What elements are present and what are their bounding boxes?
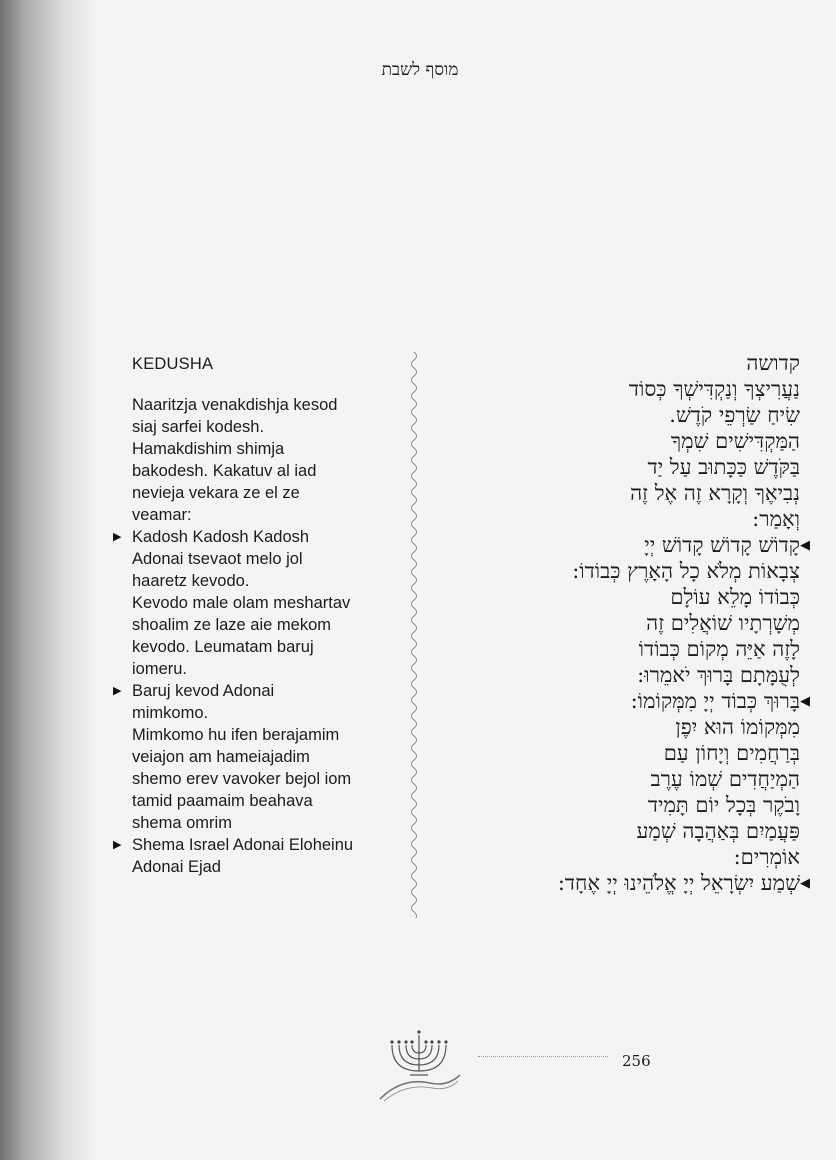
page-number: 256	[622, 1052, 651, 1070]
transliteration-line: veiajon am hameiajadim	[132, 748, 310, 766]
transliteration-line: bakodesh. Kakatuv al iad	[132, 462, 317, 480]
transliteration-line: Adonai Ejad	[132, 858, 221, 876]
transliteration-line: Adonai tsevaot melo jol	[132, 550, 303, 568]
section-title-kedusha: KEDUSHA	[132, 355, 214, 373]
transliteration-line: tamid paamaim beahava	[132, 792, 313, 810]
hebrew-lines	[470, 376, 800, 896]
hebrew-line: נְבִיאֶךָ וְקָרָא זֶה אֶל זֶה	[630, 481, 800, 505]
transliteration-line: iomeru.	[132, 660, 188, 678]
transliteration-line: shemo erev vavoker bejol iom	[132, 770, 352, 788]
hebrew-line: נַעֲרִיצְךָ וְנַקְדִּישְׁךָ כְּסוֹד	[628, 377, 800, 401]
hebrew-line-marked: שְׁמַע יִשְׂרָאֵל יְיָ אֱלֹהֵינוּ יְיָ אֶחָד:	[557, 871, 800, 895]
transliteration-line: shema omrim	[132, 814, 232, 832]
hebrew-title: קדושה	[746, 351, 800, 375]
hebrew-line: מִמְּקוֹמוֹ הוּא יִפֶן	[675, 715, 800, 739]
footer-dotted-rule	[478, 1056, 608, 1057]
hebrew-line: פַּעֲמַיִם בְּאַהֲבָה שְׁמַע	[636, 819, 800, 843]
hebrew-line-marked: בָּרוּךְ כְּבוֹד יְיָ מִמְּקוֹמוֹ:	[630, 689, 800, 713]
transliteration-line: kevodo. Leumatam baruj	[132, 638, 314, 656]
transliteration-line: siaj sarfei kodesh.	[132, 418, 265, 436]
hebrew-line: בַּקֹּדֶשׁ כַּכָּתוּב עַל יַד	[647, 455, 800, 479]
transliteration-line: Kevodo male olam meshartav	[132, 594, 351, 612]
transliteration-line: Mimkomo hu ifen berajamim	[132, 726, 340, 744]
hebrew-line: לָזֶה אַיֵּה מְקוֹם כְּבוֹדוֹ	[638, 637, 800, 661]
transliteration-line: veamar:	[132, 506, 192, 524]
transliteration-column	[132, 353, 412, 878]
hebrew-line: וְאָמַר:	[752, 507, 800, 531]
hebrew-line: הַמַּקְדִּישִׁים שִׁמְךָ	[670, 429, 800, 453]
menorah-ornament	[372, 1025, 467, 1105]
hebrew-column	[470, 350, 800, 896]
hebrew-line: לְעֻמָּתָם בָּרוּךְ יֹאמֵרוּ:	[637, 663, 800, 687]
page-header-title: מוסף לשבת	[381, 60, 459, 80]
hebrew-line: אוֹמְרִים:	[733, 845, 800, 869]
hebrew-line-marker-icon: ◀	[800, 876, 810, 891]
hebrew-line-marked: קָדוֹשׁ קָדוֹשׁ קָדוֹשׁ יְיָ	[644, 533, 800, 557]
transliteration-line-marked: ▶ Kadosh Kadosh Kadosh	[132, 526, 412, 548]
hebrew-line: בְּרַחֲמִים וְיָחוֹן עַם	[663, 741, 800, 765]
hebrew-line-marker-icon: ◀	[800, 538, 810, 553]
transliteration-line: Naaritzja venakdishja kesod	[132, 396, 338, 414]
hebrew-line-marker-icon: ◀	[800, 694, 810, 709]
wavy-divider	[405, 352, 423, 918]
transliteration-line-marked: ▶ Baruj kevod Adonai	[132, 680, 412, 702]
hebrew-line: צְבָאוֹת מְלֹא כָל הָאָרֶץ כְּבוֹדוֹ:	[572, 559, 800, 583]
transliteration-line: shoalim ze laze aie mekom	[132, 616, 331, 634]
transliteration-line: Hamakdishim shimja	[132, 440, 285, 458]
hebrew-line: וָבֹקֶר בְּכָל יוֹם תָּמִיד	[647, 793, 800, 817]
transliteration-line: nevieja vekara ze el ze	[132, 484, 300, 502]
transliteration-line-marked: ▶ Shema Israel Adonai Eloheinu	[132, 834, 412, 856]
hebrew-line: הַמְיַחֲדִים שְׁמוֹ עֶרֶב	[650, 767, 800, 791]
hebrew-line: שִׂיחַ שַׂרְפֵי קֹדֶשׁ.	[669, 403, 800, 427]
hebrew-line: מְשָׁרְתָיו שׁוֹאֲלִים זֶה	[646, 611, 800, 635]
transliteration-line: mimkomo.	[132, 704, 209, 722]
book-spine-shadow	[0, 0, 95, 1160]
transliteration-lines	[132, 394, 412, 878]
transliteration-line: haaretz kevodo.	[132, 572, 250, 590]
hebrew-line: כְּבוֹדוֹ מָלֵא עוֹלָם	[670, 585, 800, 609]
